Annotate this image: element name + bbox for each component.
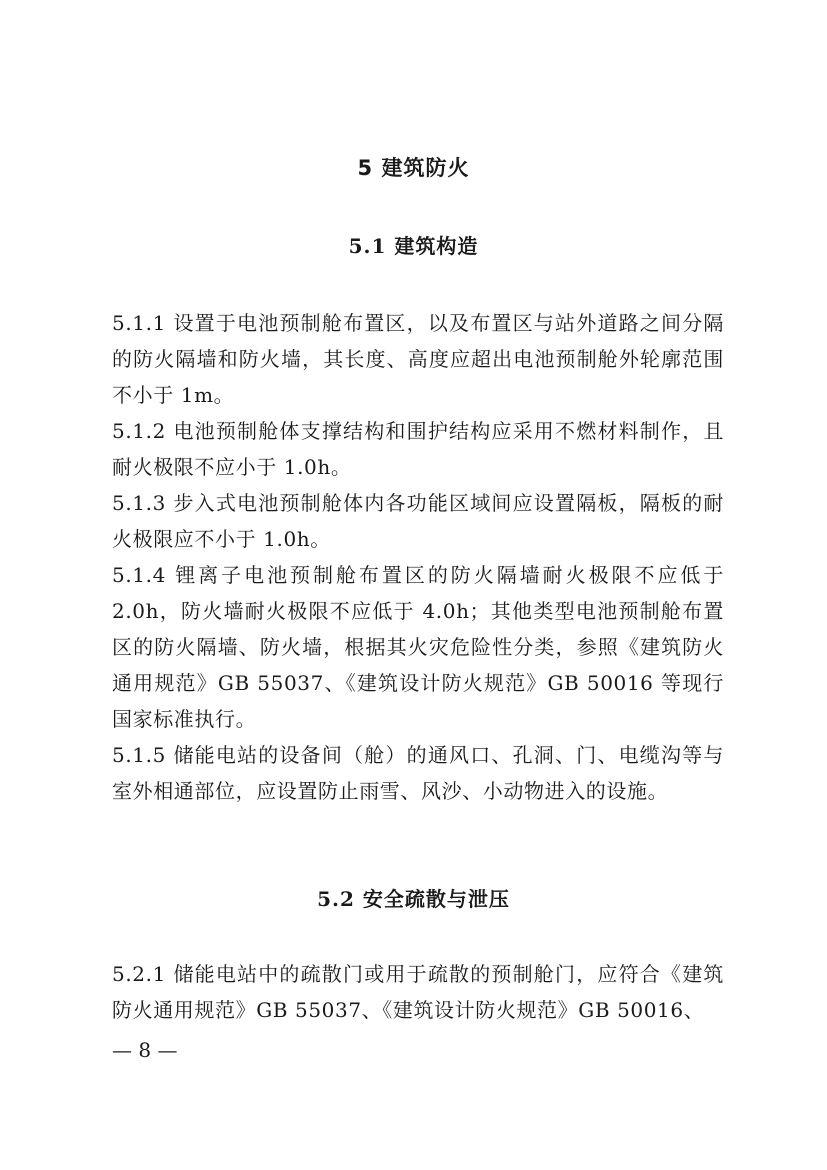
chapter-title: 5 建筑防火 bbox=[357, 156, 470, 180]
section-title-5-1: 5.1 建筑构造 bbox=[348, 234, 479, 258]
clause-5-1-2: 5.1.2 电池预制舱体支撑结构和围护结构应采用不燃材料制作，且耐火极限不应小于 1.0h。 bbox=[112, 419, 724, 479]
clause-5-1-4: 5.1.4 锂离子电池预制舱布置区的防火隔墙耐火极限不应低于 2.0h，防火墙耐火极限不应低于 4.0h；其他类型电池预制舱布置区的防火隔墙、防火墙，根据其火灾危险性分类，参照《建筑防火通用规范》GB 55037、《建筑设计防火规范》GB 50016 等现行国家标准执行。 bbox=[112, 563, 724, 731]
section-5-2-body bbox=[112, 956, 724, 1028]
section-title-5-2: 5.2 安全疏散与泄压 bbox=[317, 887, 510, 911]
clause-5-1-5: 5.1.5 储能电站的设备间（舱）的通风口、孔洞、门、电缆沟等与室外相通部位，应设置防止雨雪、风沙、小动物进入的设施。 bbox=[112, 743, 724, 803]
page-number: — 8 — bbox=[112, 1038, 178, 1062]
clause-5-1-3: 5.1.3 步入式电池预制舱体内各功能区域间应设置隔板，隔板的耐火极限应不小于 1.0h。 bbox=[112, 491, 724, 551]
clause-5-1-1: 5.1.1 设置于电池预制舱布置区，以及布置区与站外道路之间分隔的防火隔墙和防火墙，其长度、高度应超出电池预制舱外轮廓范围不小于 1m。 bbox=[112, 311, 724, 407]
clause-5-2-1: 5.2.1 储能电站中的疏散门或用于疏散的预制舱门，应符合《建筑防火通用规范》GB 55037、《建筑设计防火规范》GB 50016、 bbox=[112, 962, 724, 1022]
section-5-1-body bbox=[112, 305, 724, 809]
